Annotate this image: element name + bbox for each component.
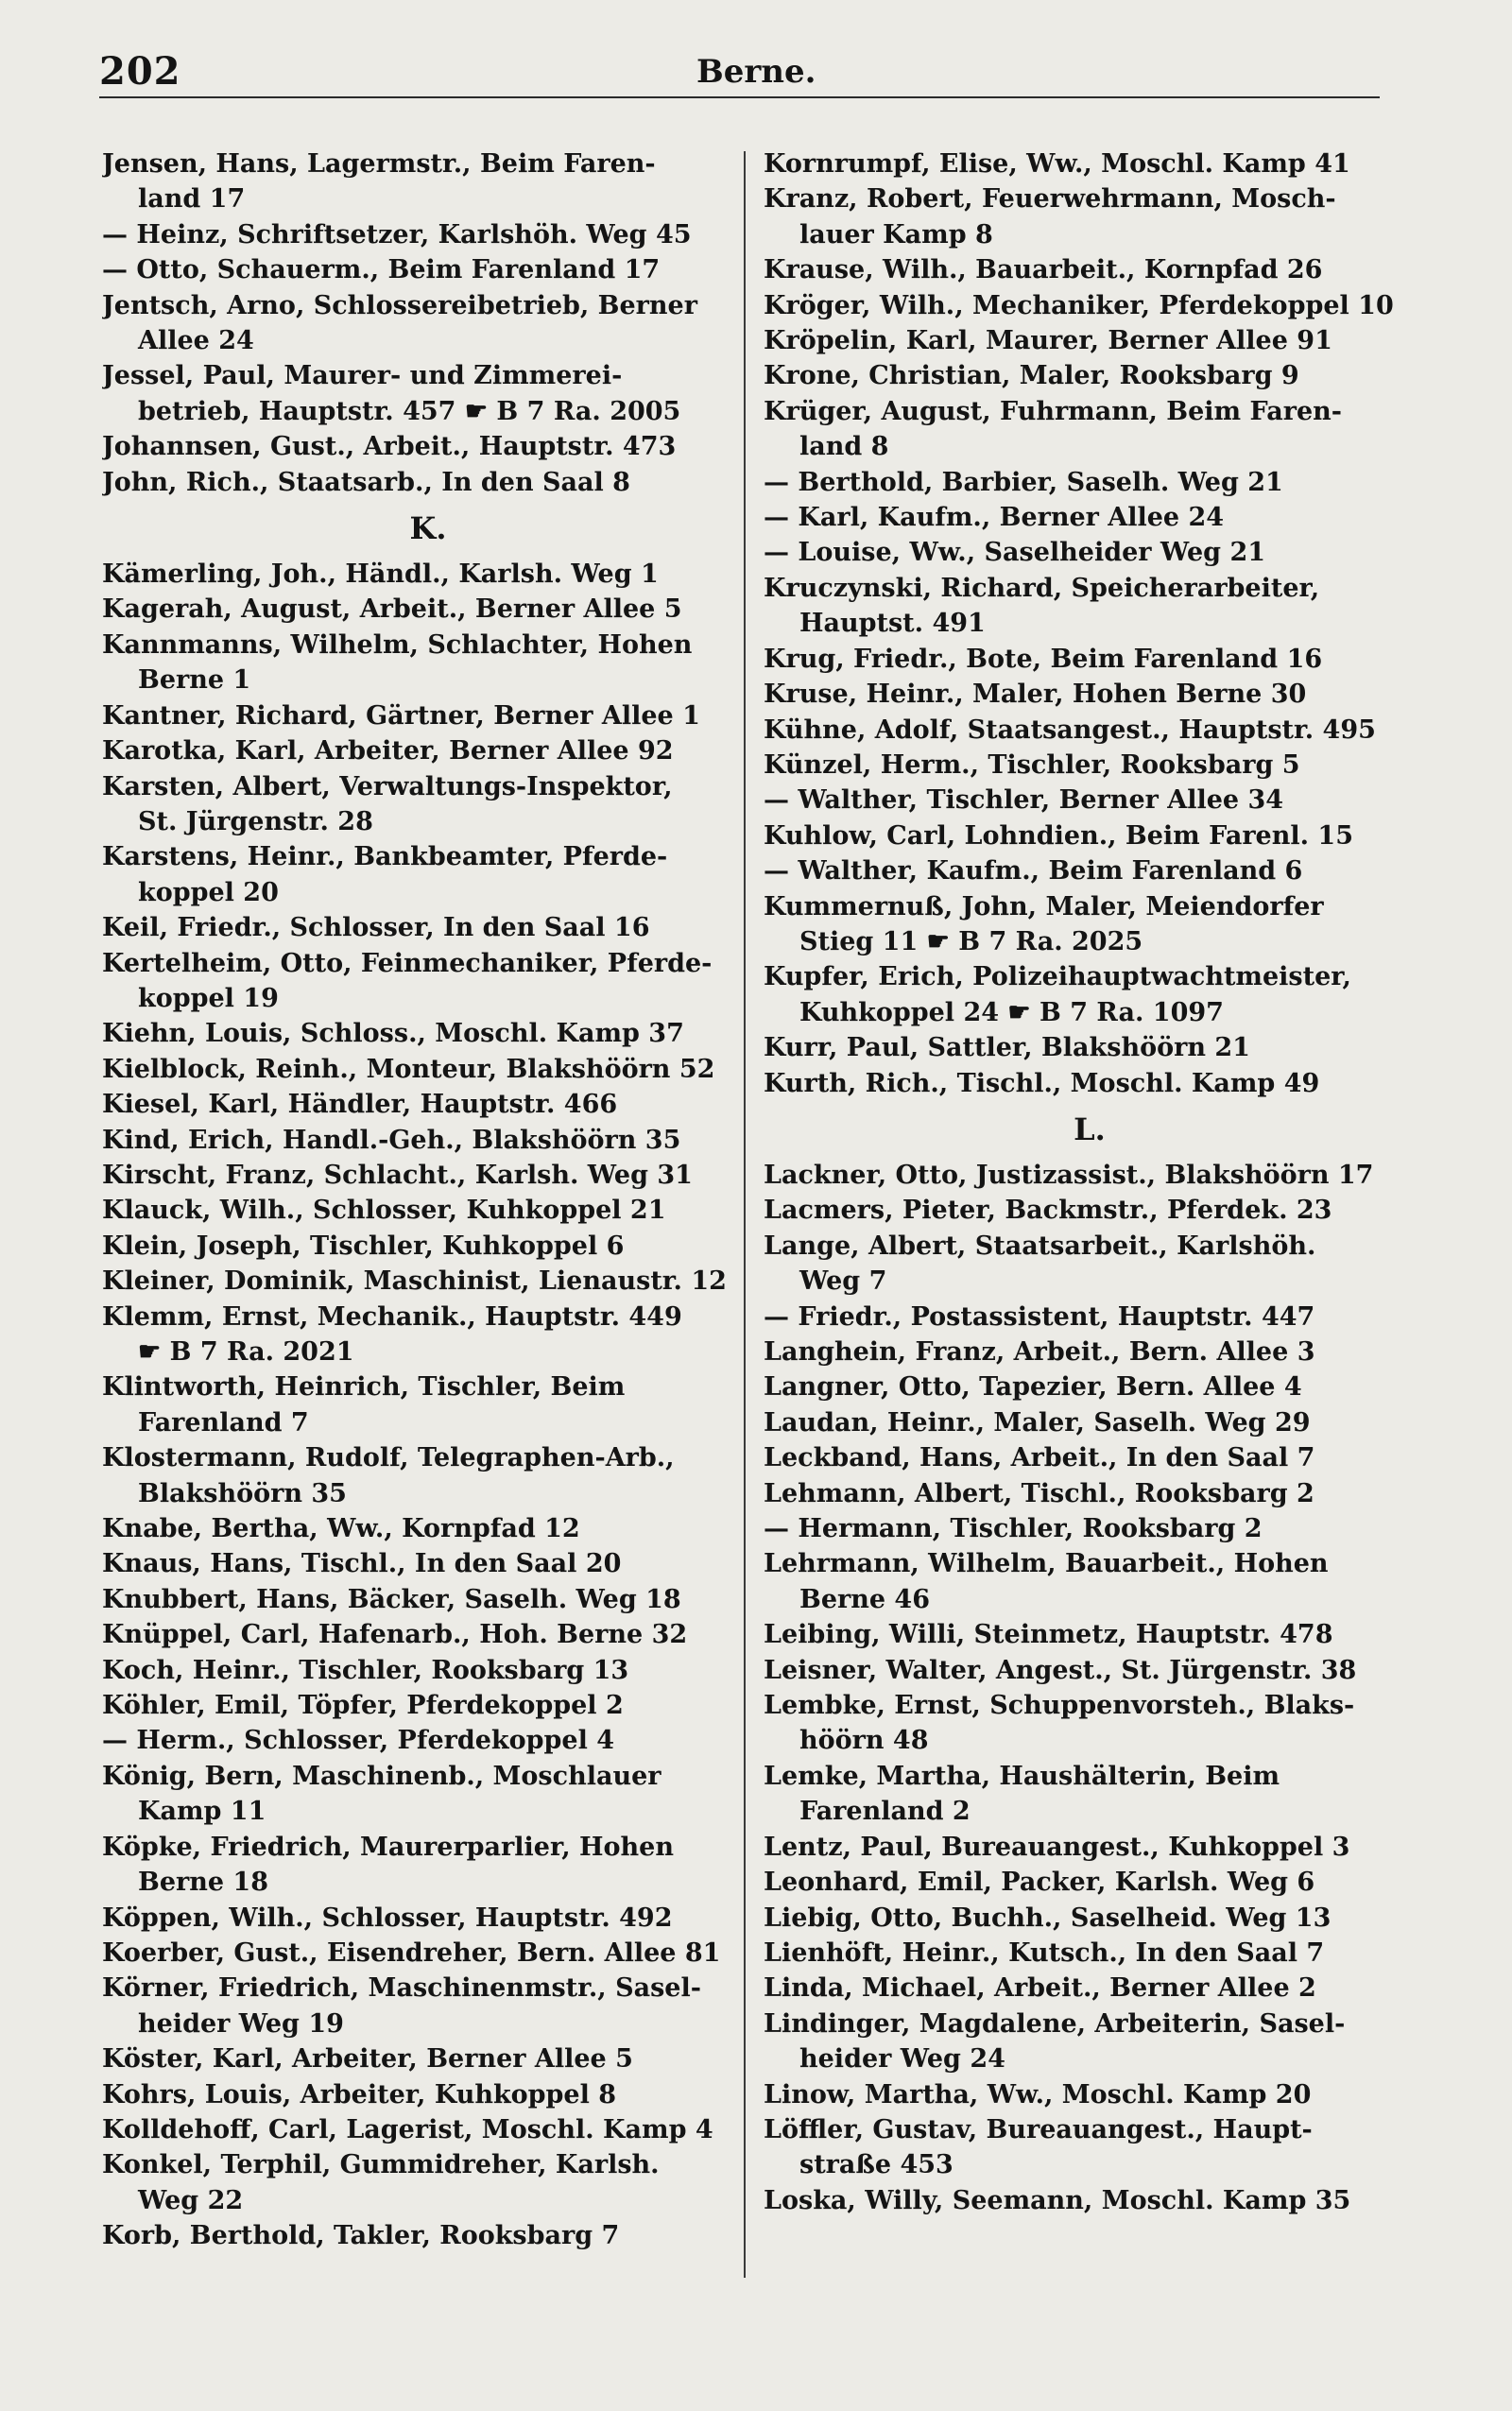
entry-continuation-line: Farenland 7 <box>138 1407 309 1438</box>
entry-line: Kohrs, Louis, Arbeiter, Kuhkoppel 8 <box>102 2079 617 2110</box>
directory-entry <box>102 1936 754 1971</box>
directory-entry <box>102 252 754 287</box>
entry-continuation-line: Weg 7 <box>799 1266 887 1297</box>
directory-entry <box>102 1582 754 1617</box>
entry-line: Leckband, Hans, Arbeit., In den Saal 7 <box>764 1443 1315 1473</box>
entry-line: — Otto, Schauerm., Beim Farenland 17 <box>102 255 661 285</box>
entry-line: Löffler, Gustav, Bureauangest., Haupt- <box>764 2114 1313 2144</box>
directory-entry <box>102 2112 754 2147</box>
entry-line: Knubbert, Hans, Bäcker, Saselh. Weg 18 <box>102 1584 681 1614</box>
directory-entry <box>102 146 754 217</box>
directory-entry <box>102 557 754 592</box>
entry-continuation-line: Berne 46 <box>799 1584 931 1614</box>
directory-entry <box>102 1264 754 1299</box>
directory-entry <box>764 677 1416 712</box>
directory-entry <box>764 571 1416 642</box>
directory-entry <box>764 1300 1416 1335</box>
entry-line: Kruczynski, Richard, Speicherarbeiter, <box>764 573 1320 603</box>
directory-entry <box>764 818 1416 853</box>
entry-line: Leibing, Willi, Steinmetz, Hauptstr. 478 <box>764 1620 1333 1650</box>
entry-line: Köpke, Friedrich, Maurerparlier, Hohen <box>102 1832 674 1862</box>
directory-entry <box>764 1546 1416 1617</box>
entry-line: Künzel, Herm., Tischler, Rooksbarg 5 <box>764 749 1300 780</box>
entry-line: Kämerling, Joh., Händl., Karlsh. Weg 1 <box>102 560 659 590</box>
entry-line: Leonhard, Emil, Packer, Karlsh. Weg 6 <box>764 1868 1315 1898</box>
right-column <box>764 146 1416 2218</box>
directory-entry <box>102 592 754 627</box>
directory-entry <box>764 252 1416 287</box>
entry-line: John, Rich., Staatsarb., In den Saal 8 <box>102 467 630 497</box>
directory-entry <box>764 465 1416 500</box>
entry-continuation-line: Blakshöörn 35 <box>138 1478 347 1508</box>
page-number: 202 <box>99 49 181 94</box>
entry-line: Karsten, Albert, Verwaltungs-Inspektor, <box>102 771 673 801</box>
directory-entry <box>102 465 754 500</box>
entry-continuation-line: koppel 19 <box>138 983 279 1013</box>
directory-entry <box>764 1066 1416 1101</box>
entry-line: Kertelheim, Otto, Feinmechaniker, Pferde- <box>102 948 713 978</box>
entry-continuation-line: land 8 <box>799 432 889 462</box>
entry-line: Klostermann, Rudolf, Telegraphen-Arb., <box>102 1443 675 1473</box>
entry-line: Lacmers, Pieter, Backmstr., Pferdek. 23 <box>764 1196 1332 1226</box>
entry-continuation-line: Kamp 11 <box>138 1797 266 1827</box>
directory-entry <box>102 1087 754 1122</box>
entry-line: Kagerah, August, Arbeit., Berner Allee 5 <box>102 594 682 625</box>
directory-entry <box>102 358 754 429</box>
directory-entry <box>102 1193 754 1228</box>
directory-entry <box>764 2006 1416 2077</box>
directory-entry <box>102 733 754 768</box>
entry-line: — Friedr., Postassistent, Hauptstr. 447 <box>764 1301 1315 1332</box>
directory-entry <box>102 1830 754 1901</box>
entry-line: Koerber, Gust., Eisendreher, Bern. Allee 81 <box>102 1937 721 1968</box>
directory-entry <box>102 946 754 1017</box>
directory-entry <box>102 1653 754 1688</box>
directory-entry <box>764 535 1416 570</box>
directory-entry <box>764 959 1416 1030</box>
entry-line: Kolldehoff, Carl, Lagerist, Moschl. Kamp 4 <box>102 2114 713 2144</box>
directory-entry <box>764 394 1416 465</box>
entry-line: Koch, Heinr., Tischler, Rooksbarg 13 <box>102 1655 629 1685</box>
directory-entry <box>102 2147 754 2218</box>
entry-continuation-line: Berne 1 <box>138 665 251 696</box>
entry-line: König, Bern, Maschinenb., Moschlauer <box>102 1761 662 1791</box>
entry-line: Köster, Karl, Arbeiter, Berner Allee 5 <box>102 2044 633 2075</box>
directory-entry <box>764 1193 1416 1228</box>
directory-entry <box>764 1511 1416 1546</box>
entry-line: Johannsen, Gust., Arbeit., Hauptstr. 473 <box>102 432 677 462</box>
entry-line: Krone, Christian, Maler, Rooksbarg 9 <box>764 361 1299 391</box>
directory-entry <box>764 1971 1416 2006</box>
directory-entry <box>764 288 1416 323</box>
entry-line: Korb, Berthold, Takler, Rooksbarg 7 <box>102 2221 620 2251</box>
entry-line: Kannmanns, Wilhelm, Schlachter, Hohen <box>102 629 693 660</box>
entry-continuation-line: ☛ B 7 Ra. 2021 <box>138 1337 354 1367</box>
entry-line: — Karl, Kaufm., Berner Allee 24 <box>764 503 1225 533</box>
entry-continuation-line: land 17 <box>138 184 246 215</box>
directory-entry <box>764 2112 1416 2183</box>
entry-line: Lienhöft, Heinr., Kutsch., In den Saal 7 <box>764 1937 1325 1968</box>
entry-line: Kornrumpf, Elise, Ww., Moschl. Kamp 41 <box>764 149 1350 179</box>
directory-entry <box>102 1158 754 1193</box>
directory-entry <box>102 1901 754 1936</box>
directory-entry <box>764 1405 1416 1440</box>
directory-entry <box>102 769 754 840</box>
entry-line: Kirscht, Franz, Schlacht., Karlsh. Weg 31 <box>102 1160 693 1190</box>
directory-entry <box>102 2077 754 2112</box>
entry-line: — Herm., Schlosser, Pferdekoppel 4 <box>102 1726 615 1756</box>
entry-line: Klein, Joseph, Tischler, Kuhkoppel 6 <box>102 1231 625 1261</box>
directory-entry <box>102 628 754 698</box>
directory-entry <box>102 1123 754 1158</box>
entry-line: Lentz, Paul, Bureauangest., Kuhkoppel 3 <box>764 1832 1350 1862</box>
entry-line: Kummernuß, John, Maler, Meiendorfer <box>764 891 1324 921</box>
entry-continuation-line: Allee 24 <box>138 326 254 356</box>
entry-line: — Walther, Tischler, Berner Allee 34 <box>764 785 1284 816</box>
directory-entry <box>764 181 1416 252</box>
directory-entry <box>764 1335 1416 1369</box>
entry-continuation-line: Farenland 2 <box>799 1797 971 1827</box>
entry-line: Klintworth, Heinrich, Tischler, Beim <box>102 1372 626 1403</box>
entry-line: — Louise, Ww., Saselheider Weg 21 <box>764 538 1266 568</box>
entry-line: Kiesel, Karl, Händler, Hauptstr. 466 <box>102 1090 618 1120</box>
entry-line: Knabe, Bertha, Ww., Kornpfad 12 <box>102 1514 580 1544</box>
directory-entry <box>102 1688 754 1723</box>
entry-line: — Berthold, Barbier, Saselh. Weg 21 <box>764 467 1283 497</box>
entry-line: Linda, Michael, Arbeit., Berner Allee 2 <box>764 1973 1316 2004</box>
entry-continuation-line: Berne 18 <box>138 1868 269 1898</box>
directory-entry <box>764 500 1416 535</box>
directory-entry <box>764 1440 1416 1475</box>
directory-entry <box>102 698 754 733</box>
entry-continuation-line: lauer Kamp 8 <box>799 219 993 250</box>
entry-line: Kantner, Richard, Gärtner, Berner Allee 1 <box>102 700 700 731</box>
directory-entry <box>764 889 1416 960</box>
entry-line: Lange, Albert, Staatsarbeit., Karlshöh. <box>764 1231 1316 1261</box>
directory-entry <box>764 853 1416 888</box>
entry-line: Kurr, Paul, Sattler, Blakshöörn 21 <box>764 1033 1250 1063</box>
entry-line: Körner, Friedrich, Maschinenmstr., Sasel- <box>102 1973 701 2004</box>
entry-line: Linow, Martha, Ww., Moschl. Kamp 20 <box>764 2079 1312 2110</box>
entry-continuation-line: betrieb, Hauptstr. 457 ☛ B 7 Ra. 2005 <box>138 396 681 426</box>
entry-line: Kruse, Heinr., Maler, Hohen Berne 30 <box>764 680 1307 710</box>
directory-entry <box>102 1440 754 1511</box>
directory-entry <box>102 1617 754 1652</box>
directory-entry <box>764 1369 1416 1404</box>
entry-line: Kielblock, Reinh., Monteur, Blakshöörn 52 <box>102 1054 715 1084</box>
entry-line: Lehmann, Albert, Tischl., Rooksbarg 2 <box>764 1478 1314 1508</box>
directory-entry <box>102 2218 754 2253</box>
entry-line: Kleiner, Dominik, Maschinist, Lienaustr. 12 <box>102 1266 727 1297</box>
entry-line: Köhler, Emil, Töpfer, Pferdekoppel 2 <box>102 1691 624 1721</box>
entry-line: Kröger, Wilh., Mechaniker, Pferdekoppel 10 <box>764 290 1394 320</box>
entry-line: Karstens, Heinr., Bankbeamter, Pferde- <box>102 842 668 872</box>
entry-line: Lehrmann, Wilhelm, Bauarbeit., Hohen <box>764 1549 1329 1579</box>
directory-entry <box>764 146 1416 181</box>
entry-continuation-line: Weg 22 <box>138 2185 244 2215</box>
entry-continuation-line: St. Jürgenstr. 28 <box>138 806 373 836</box>
directory-entry <box>764 642 1416 677</box>
directory-entry <box>764 1865 1416 1900</box>
entry-line: — Heinz, Schriftsetzer, Karlshöh. Weg 45 <box>102 219 692 250</box>
entry-continuation-line: Hauptst. 491 <box>799 609 986 639</box>
directory-entry <box>102 1971 754 2041</box>
entry-line: Jentsch, Arno, Schlossereibetrieb, Berner <box>102 290 697 320</box>
directory-entry <box>102 1723 754 1758</box>
entry-line: — Hermann, Tischler, Rooksbarg 2 <box>764 1514 1263 1544</box>
entry-line: Langner, Otto, Tapezier, Bern. Allee 4 <box>764 1372 1302 1403</box>
entry-line: Karotka, Karl, Arbeiter, Berner Allee 92 <box>102 736 674 766</box>
directory-entry <box>102 429 754 464</box>
directory-entry <box>102 1369 754 1440</box>
directory-entry <box>764 748 1416 783</box>
directory-entry <box>764 1830 1416 1865</box>
entry-line: Krüger, August, Fuhrmann, Beim Faren- <box>764 396 1342 426</box>
directory-entry <box>102 288 754 359</box>
entry-line: Kind, Erich, Handl.-Geh., Blakshöörn 35 <box>102 1125 681 1155</box>
entry-line: Kiehn, Louis, Schloss., Moschl. Kamp 37 <box>102 1019 684 1049</box>
directory-entry <box>764 1936 1416 1971</box>
directory-entry <box>102 839 754 910</box>
entry-line: Jessel, Paul, Maurer- und Zimmerei- <box>102 361 623 391</box>
directory-entry <box>102 1546 754 1581</box>
directory-entry <box>102 1016 754 1051</box>
entry-continuation-line: höörn 48 <box>799 1726 929 1756</box>
directory-entry <box>102 1511 754 1546</box>
directory-entry <box>764 1688 1416 1759</box>
directory-entry <box>102 1229 754 1264</box>
page-header <box>99 49 1380 98</box>
directory-entry <box>764 1229 1416 1300</box>
directory-entry <box>102 1759 754 1830</box>
entry-line: Keil, Friedr., Schlosser, In den Saal 16 <box>102 913 650 943</box>
entry-line: Kranz, Robert, Feuerwehrmann, Mosch- <box>764 184 1336 215</box>
entry-line: Laudan, Heinr., Maler, Saselh. Weg 29 <box>764 1407 1311 1438</box>
entry-line: Köppen, Wilh., Schlosser, Hauptstr. 492 <box>102 1903 673 1933</box>
entry-line: Klemm, Ernst, Mechanik., Hauptstr. 449 <box>102 1301 682 1332</box>
left-column <box>102 146 754 2254</box>
entry-line: — Walther, Kaufm., Beim Farenland 6 <box>764 856 1303 887</box>
entry-line: Liebig, Otto, Buchh., Saselheid. Weg 13 <box>764 1903 1332 1933</box>
directory-entry <box>764 1158 1416 1193</box>
directory-entry <box>764 2077 1416 2112</box>
entry-line: Kurth, Rich., Tischl., Moschl. Kamp 49 <box>764 1068 1320 1098</box>
section-letter: L. <box>1074 1111 1106 1147</box>
entry-line: Kupfer, Erich, Polizeihauptwachtmeister, <box>764 962 1351 992</box>
entry-line: Knaus, Hans, Tischl., In den Saal 20 <box>102 1549 622 1579</box>
directory-entry <box>764 358 1416 393</box>
entry-line: Lembke, Ernst, Schuppenvorsteh., Blaks- <box>764 1691 1355 1721</box>
running-title: Berne. <box>696 53 816 91</box>
entry-line: Lackner, Otto, Justizassist., Blakshöörn 17 <box>764 1160 1374 1190</box>
entry-line: Kühne, Adolf, Staatsangest., Hauptstr. 495 <box>764 715 1376 745</box>
entry-line: Langhein, Franz, Arbeit., Bern. Allee 3 <box>764 1337 1315 1367</box>
entry-continuation-line: koppel 20 <box>138 877 279 907</box>
directory-entry <box>764 1476 1416 1511</box>
entry-continuation-line: heider Weg 24 <box>799 2044 1005 2075</box>
entry-line: Jensen, Hans, Lagermstr., Beim Faren- <box>102 149 656 179</box>
entry-line: Klauck, Wilh., Schlosser, Kuhkoppel 21 <box>102 1196 666 1226</box>
directory-entry <box>764 713 1416 748</box>
directory-entry <box>764 323 1416 358</box>
entry-line: Krug, Friedr., Bote, Beim Farenland 16 <box>764 644 1323 674</box>
directory-entry <box>764 1617 1416 1652</box>
directory-entry <box>764 1901 1416 1936</box>
directory-entry <box>102 910 754 945</box>
entry-continuation-line: heider Weg 19 <box>138 2008 344 2039</box>
directory-entry <box>764 1759 1416 1830</box>
entry-line: Leisner, Walter, Angest., St. Jürgenstr. 38 <box>764 1655 1357 1685</box>
section-letter: K. <box>409 510 447 547</box>
directory-entry <box>764 783 1416 818</box>
directory-entry <box>102 217 754 252</box>
directory-entry <box>764 2183 1416 2218</box>
directory-entry <box>764 1653 1416 1688</box>
directory-entry <box>764 1030 1416 1065</box>
entry-continuation-line: Stieg 11 ☛ B 7 Ra. 2025 <box>799 926 1143 956</box>
entry-line: Konkel, Terphil, Gummidreher, Karlsh. <box>102 2150 660 2180</box>
directory-entry <box>102 1300 754 1370</box>
entry-line: Loska, Willy, Seemann, Moschl. Kamp 35 <box>764 2185 1351 2215</box>
entry-line: Kröpelin, Karl, Maurer, Berner Allee 91 <box>764 326 1332 356</box>
directory-entry <box>102 2041 754 2076</box>
column-divider <box>744 151 746 2278</box>
entry-continuation-line: Kuhkoppel 24 ☛ B 7 Ra. 1097 <box>799 997 1224 1027</box>
entry-continuation-line: straße 453 <box>799 2150 954 2180</box>
entry-line: Knüppel, Carl, Hafenarb., Hoh. Berne 32 <box>102 1620 688 1650</box>
directory-entry <box>102 1052 754 1087</box>
entry-line: Krause, Wilh., Bauarbeit., Kornpfad 26 <box>764 255 1323 285</box>
entry-line: Lemke, Martha, Haushälterin, Beim <box>764 1761 1280 1791</box>
entry-line: Kuhlow, Carl, Lohndien., Beim Farenl. 15 <box>764 820 1353 851</box>
entry-line: Lindinger, Magdalene, Arbeiterin, Sasel- <box>764 2008 1346 2039</box>
